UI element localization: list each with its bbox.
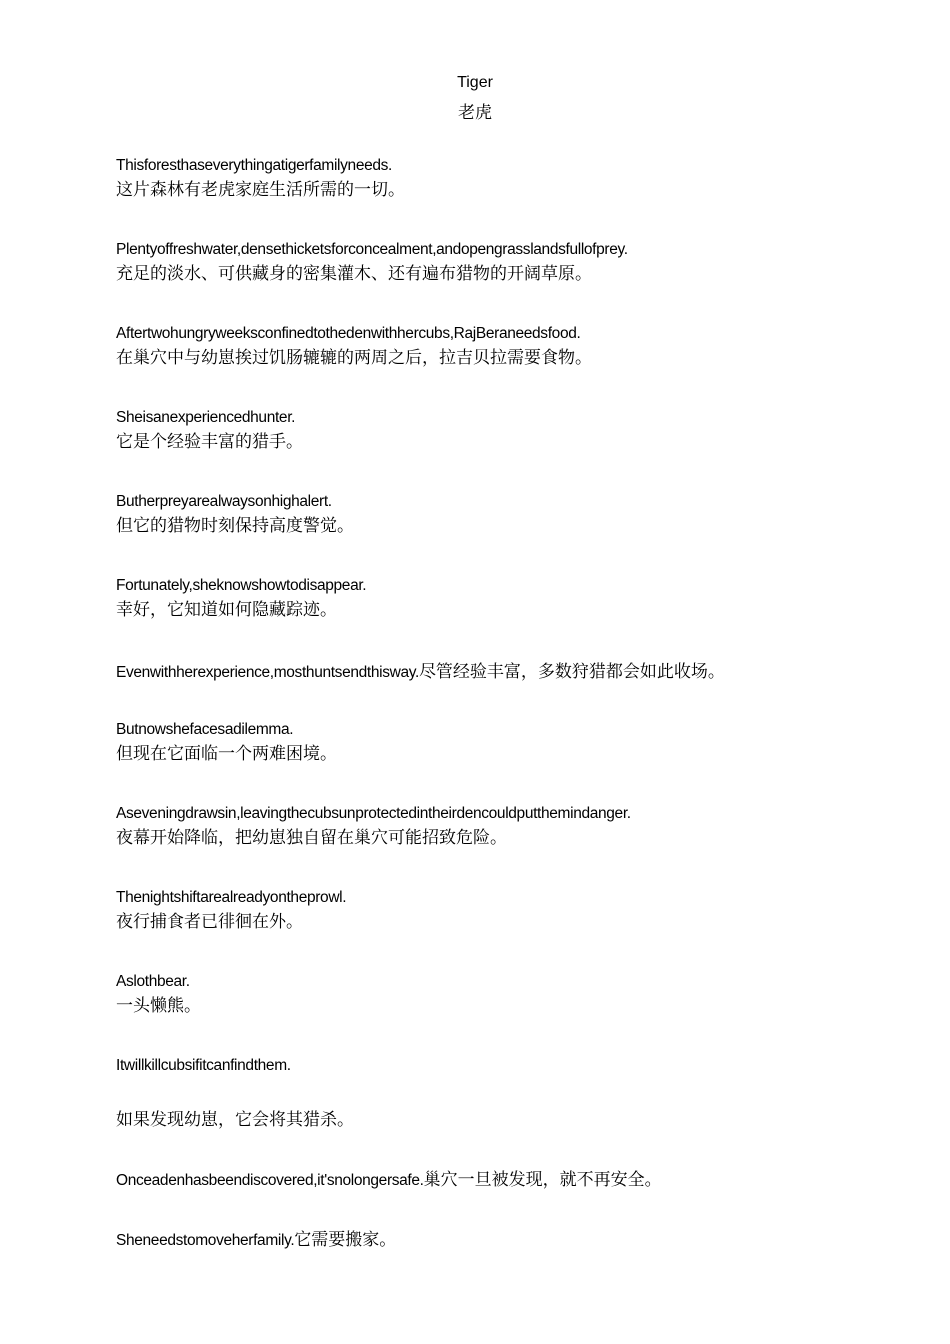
- english-line: Fortunately,sheknowshowtodisappear.: [116, 577, 367, 594]
- english-line: Thenightshiftarealreadyontheprowl.: [116, 889, 347, 906]
- chinese-line: 但它的猎物时刻保持高度警觉。: [116, 516, 354, 536]
- paragraph: [116, 491, 916, 539]
- chinese-line: 如果发现幼崽，它会将其猎杀。: [116, 1110, 354, 1130]
- chinese-line: 夜行捕食者已徘徊在外。: [116, 912, 303, 932]
- chinese-line: 夜幕开始降临，把幼崽独自留在巢穴可能招致危险。: [116, 828, 507, 848]
- chinese-line: 巢穴一旦被发现，就不再安全。: [423, 1170, 662, 1190]
- paragraph: [116, 575, 916, 623]
- english-line: Plentyoffreshwater,densethicketsforconcealment,andopengrasslandsfullofprey.: [116, 241, 628, 258]
- title-block: [0, 72, 950, 130]
- paragraph: [116, 887, 916, 935]
- paragraph-english-only: [116, 1055, 916, 1079]
- english-line: Itwillkillcubsifitcanfindthem.: [116, 1057, 291, 1074]
- english-line: Aslothbear.: [116, 973, 190, 990]
- paragraph: [116, 971, 916, 1019]
- chinese-line: 这片森林有老虎家庭生活所需的一切。: [116, 180, 405, 200]
- chinese-line: 它是个经验丰富的猎手。: [116, 432, 303, 452]
- english-line: Aseveningdrawsin,leavingthecubsunprotectedintheirdencouldputthemindanger.: [116, 805, 631, 822]
- paragraph: [116, 239, 916, 287]
- paragraph-inline: [116, 659, 916, 683]
- paragraph: [116, 323, 916, 371]
- english-line: Butherpreyarealwaysonhighalert.: [116, 493, 332, 510]
- english-line: Evenwithherexperience,mosthuntsendthisway.: [116, 664, 419, 681]
- chinese-line: 在巢穴中与幼崽挨过饥肠辘辘的两周之后，拉吉贝拉需要食物。: [116, 348, 592, 368]
- chinese-line: 一头懒熊。: [116, 996, 201, 1016]
- english-line: Sheneedstomoveherfamily.: [116, 1232, 295, 1249]
- paragraph-chinese-only: [116, 1107, 916, 1131]
- document-body: [116, 155, 916, 1287]
- english-line: Thisforesthaseverythingatigerfamilyneeds.: [116, 157, 392, 174]
- chinese-line: 它需要搬家。: [294, 1230, 397, 1250]
- english-line: Onceadenhasbeendiscovered,it'snolongersafe.: [116, 1172, 424, 1189]
- paragraph: [116, 719, 916, 767]
- english-line: Butnowshefacesadilemma.: [116, 721, 294, 738]
- english-line: Sheisanexperiencedhunter.: [116, 409, 296, 426]
- paragraph: [116, 407, 916, 455]
- chinese-line: 但现在它面临一个两难困境。: [116, 744, 337, 764]
- paragraph-inline: [116, 1227, 916, 1251]
- chinese-line: 幸好，它知道如何隐藏踪迹。: [116, 600, 337, 620]
- chinese-line: 尽管经验丰富，多数狩猎都会如此收场。: [418, 662, 725, 682]
- paragraph: [116, 803, 916, 851]
- english-line: Aftertwohungryweeksconfinedtothedenwithhercubs,RajBeraneedsfood.: [116, 325, 581, 342]
- paragraph: [116, 155, 916, 203]
- paragraph-inline: [116, 1167, 916, 1191]
- chinese-line: 充足的淡水、可供藏身的密集灌木、还有遍布猎物的开阔草原。: [116, 264, 592, 284]
- title-chinese: 老虎: [458, 103, 492, 123]
- title-english: Tiger: [457, 74, 493, 91]
